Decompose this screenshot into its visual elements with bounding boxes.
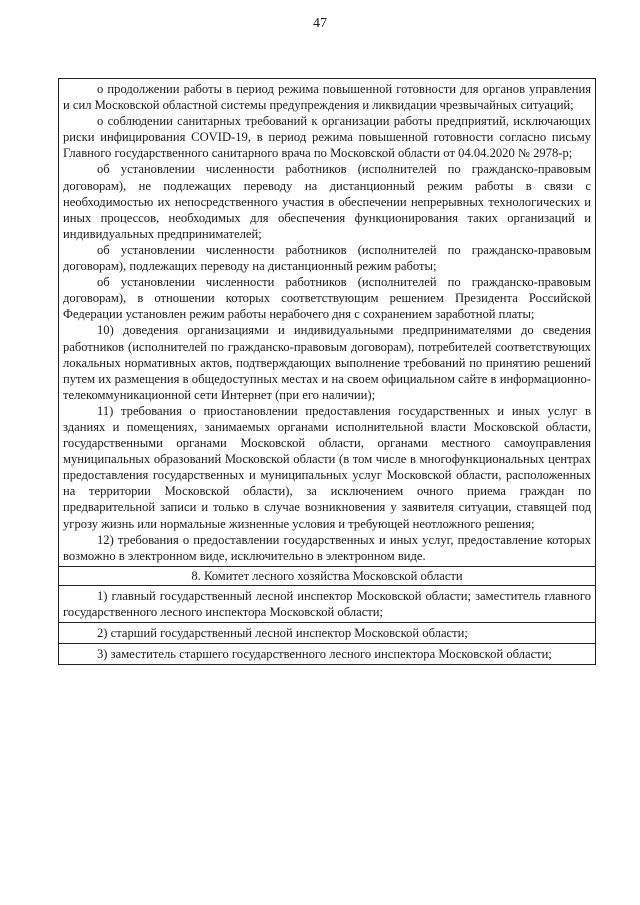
paragraph: об установлении численности работников (исполнителей по гражданско-правовым договорам), в отношении которых соответствующим решением Президента Российской Федерации установлен режим работы нерабочего дня с сохранением заработной платы;	[63, 275, 591, 322]
page-number: 47	[313, 16, 327, 31]
section-heading: 8. Комитет лесного хозяйства Московской области	[59, 566, 596, 585]
list-item: 3) заместитель старшего государственного лесного инспектора Московской области;	[97, 647, 552, 662]
table-row	[59, 623, 596, 644]
list-item: 2) старший государственный лесной инспектор Московской области;	[97, 626, 468, 641]
table-row	[59, 585, 596, 622]
table-cell	[59, 623, 596, 644]
table-cell	[59, 644, 596, 665]
list-item: 1) главный государственный лесной инспектор Московской области; заместитель главного государственного лесного инспектора Московской области;	[63, 588, 591, 619]
paragraph: об установлении численности работников (исполнителей по гражданско-правовым договорам), не подлежащих переводу на дистанционный режим работы в связи с необходимостью их непосредственного участия в обеспечении непрерывных технологических и иных процессов, необходимых для обеспечения функционирования таких организаций и индивидуальных предпринимателей;	[63, 162, 591, 241]
table-row	[59, 566, 596, 585]
paragraph: о соблюдении санитарных требований к организации работы предприятий, исключающих риски инфицирования COVID-19, в период режима повышенной готовности согласно письму Главного государственного санитарного врача по Московской области от 04.04.2020 № 2978-р;	[63, 114, 591, 161]
table-cell-main	[59, 79, 596, 567]
paragraph: 11) требования о приостановлении предоставления государственных и иных услуг в зданиях и помещениях, занимаемых органами исполнительной власти Московской области, государственными органами Московской области, органами местного самоуправления муниципальных образований Московской области (в том числе в многофункциональных центрах предоставления государственных и муниципальных услуг Московской области, расположенных на территории Московской области), за исключением очного приема граждан по предварительной записи и только в случае возникновения у заявителя ситуации, ставящей под угрозу жизнь или нормальные жизненные условия и требующей неотложного решения;	[63, 403, 591, 531]
table-row	[59, 79, 596, 567]
table-row	[59, 644, 596, 665]
table-cell	[59, 585, 596, 622]
paragraph: 10) доведения организациями и индивидуальными предпринимателями до сведения работников (исполнителей по гражданско-правовым договорам), потребителей соответствующих локальных нормативных актов, подтверждающих выполнение требований по принятию решений путем их размещения в общедоступных местах и на своем официальном сайте в информационно-телекоммуникационной сети Интернет (при его наличии);	[63, 323, 591, 402]
paragraph: об установлении численности работников (исполнителей по гражданско-правовым договорам), подлежащих переводу на дистанционный режим работы;	[63, 242, 591, 274]
paragraph: о продолжении работы в период режима повышенной готовности для органов управления и сил Московской областной системы предупреждения и ликвидации чрезвычайных ситуаций;	[63, 82, 591, 113]
document-table	[58, 78, 596, 665]
paragraph: 12) требования о предоставлении государственных и иных услуг, предоставление которых возможно в электронном виде, исключительно в электронном виде.	[63, 532, 591, 563]
